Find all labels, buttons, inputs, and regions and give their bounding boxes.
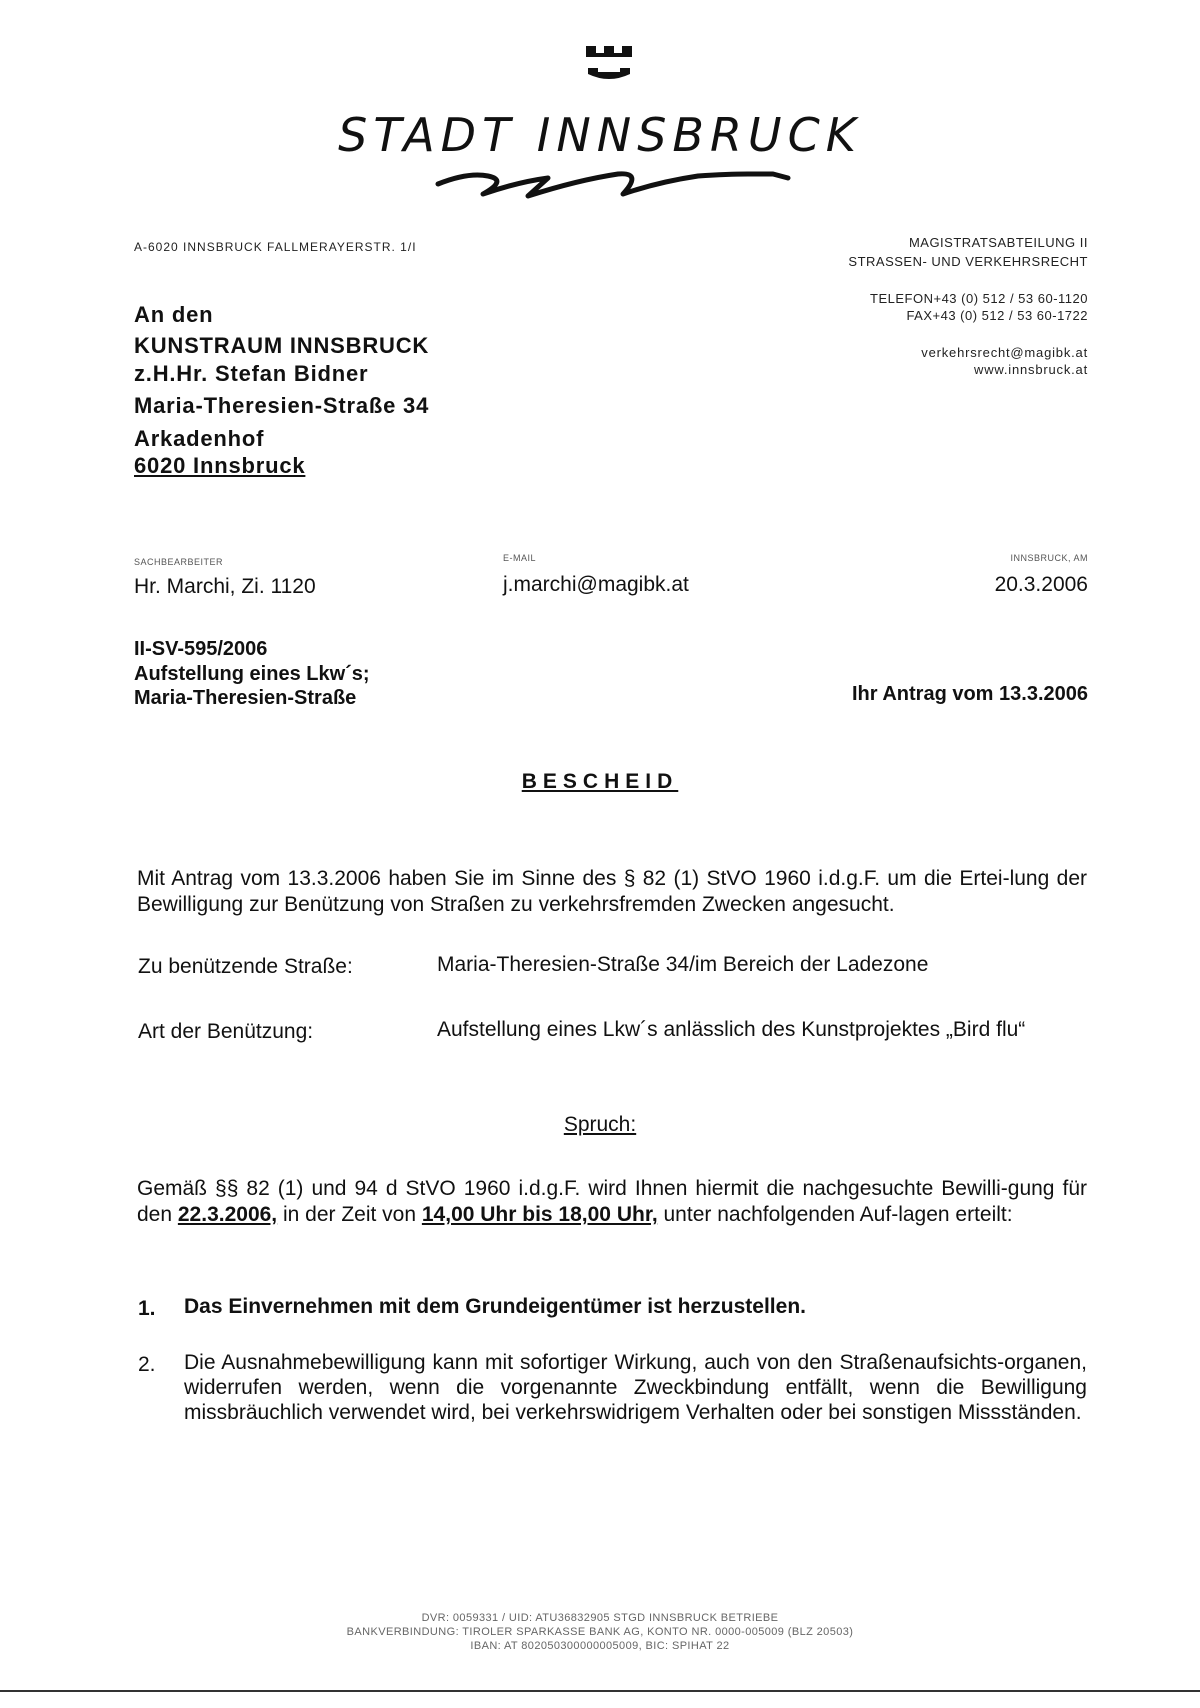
recipient-building: Arkadenhof: [134, 426, 265, 451]
logo-swirl-icon: [428, 162, 798, 202]
street-value: Maria-Theresien-Straße 34/im Bereich der Ladezone: [437, 953, 929, 976]
recipient-organization: KUNSTRAUM INNSBRUCK: [134, 333, 430, 358]
usage-label: Art der Benützung:: [138, 1020, 314, 1043]
recipient-city: 6020 Innsbruck: [134, 453, 306, 478]
spruch-paragraph: [137, 1176, 1087, 1228]
spruch-heading: Spruch:: [563, 1113, 637, 1136]
web-block: [921, 344, 1088, 378]
condition-text-1: Das Einvernehmen mit dem Grundeigentümer ist herzustellen.: [184, 1295, 806, 1318]
spruch-text-3: unter nachfolgenden Auf-lagen erteilt:: [657, 1203, 1013, 1226]
email-label: E-MAIL: [503, 553, 537, 563]
permit-date: 22.3.2006,: [177, 1203, 278, 1226]
date-label: INNSBRUCK, AM: [1010, 553, 1088, 563]
contact-block: [870, 290, 1088, 324]
usage-value: Aufstellung eines Lkw´s anlässlich des Kunstprojektes „Bird flu“: [437, 1018, 1026, 1041]
date-value: 20.3.2006: [994, 573, 1088, 596]
clerk-value: Hr. Marchi, Zi. 1120: [134, 575, 316, 598]
permit-time: 14,00 Uhr bis 18,00 Uhr,: [421, 1203, 658, 1226]
department-name: MAGISTRATSABTEILUNG II: [908, 235, 1088, 250]
file-number: II-SV-595/2006: [134, 638, 268, 660]
spruch-text-1: Gemäß §§ 82 (1) und 94 d StVO 1960 i.d.g.F. wird Ihnen hiermit die nachgesuchte Bewilli-gung für den: [137, 1177, 1087, 1226]
recipient-attention: z.H.Hr. Stefan Bidner: [134, 361, 369, 386]
website: www.innsbruck.at: [974, 362, 1088, 377]
fax-number: FAX+43 (0) 512 / 53 60-1722: [906, 308, 1088, 323]
footer-bank: BANKVERBINDUNG: TIROLER SPARKASSE BANK AG, KONTO NR. 0000-005009 (BLZ 20503): [346, 1626, 854, 1638]
intro-paragraph: Mit Antrag vom 13.3.2006 haben Sie im Sinne des § 82 (1) StVO 1960 i.d.g.F. um die Ertei-lung der Bewilligung zur Benützung von Straßen zu verkehrsfremden Zwecken angesucht.: [137, 867, 1087, 916]
subject-street: Maria-Theresien-Straße: [134, 687, 357, 709]
city-emblem-icon: [584, 44, 634, 84]
spruch-text-2: in der Zeit von: [277, 1203, 422, 1226]
department-block: [848, 233, 1088, 271]
city-name-logo: STADT INNSBRUCK: [338, 108, 862, 162]
recipient-street: Maria-Theresien-Straße 34: [134, 393, 430, 418]
bottom-divider: [0, 1690, 1200, 1692]
footer-registration: DVR: 0059331 / UID: ATU36832905 STGD INNSBRUCK BETRIEBE: [421, 1612, 779, 1624]
condition-number-1: 1.: [138, 1297, 156, 1320]
department-subtitle: STRASSEN- UND VERKEHRSRECHT: [848, 254, 1088, 269]
document-title: BESCHEID: [521, 770, 679, 793]
recipient-salutation: An den: [134, 302, 214, 327]
condition-number-2: 2.: [138, 1353, 156, 1376]
email-value: j.marchi@magibk.at: [503, 573, 689, 596]
clerk-label: SACHBEARBEITER: [134, 557, 224, 567]
telefon-number: TELEFON+43 (0) 512 / 53 60-1120: [870, 291, 1088, 306]
footer-iban: IBAN: AT 802050300000005009, BIC: SPIHAT 22: [470, 1640, 730, 1652]
sender-address: A-6020 INNSBRUCK FALLMERAYERSTR. 1/I: [134, 240, 417, 254]
subject-line: Aufstellung eines Lkw´s;: [134, 663, 370, 685]
department-email: verkehrsrecht@magibk.at: [921, 345, 1088, 360]
application-reference: Ihr Antrag vom 13.3.2006: [851, 683, 1088, 705]
street-label: Zu benützende Straße:: [138, 955, 353, 978]
condition-text-2: Die Ausnahmebewilligung kann mit sofortiger Wirkung, auch von den Straßenaufsichts-organen, widerrufen werden, wenn die vorgenannte Zweckbindung entfällt, wenn die Bewilligung missbräuchlich verwendet wird, bei verkehrswidrigem Verhalten oder bei sonstigen Missständen.: [184, 1351, 1087, 1424]
